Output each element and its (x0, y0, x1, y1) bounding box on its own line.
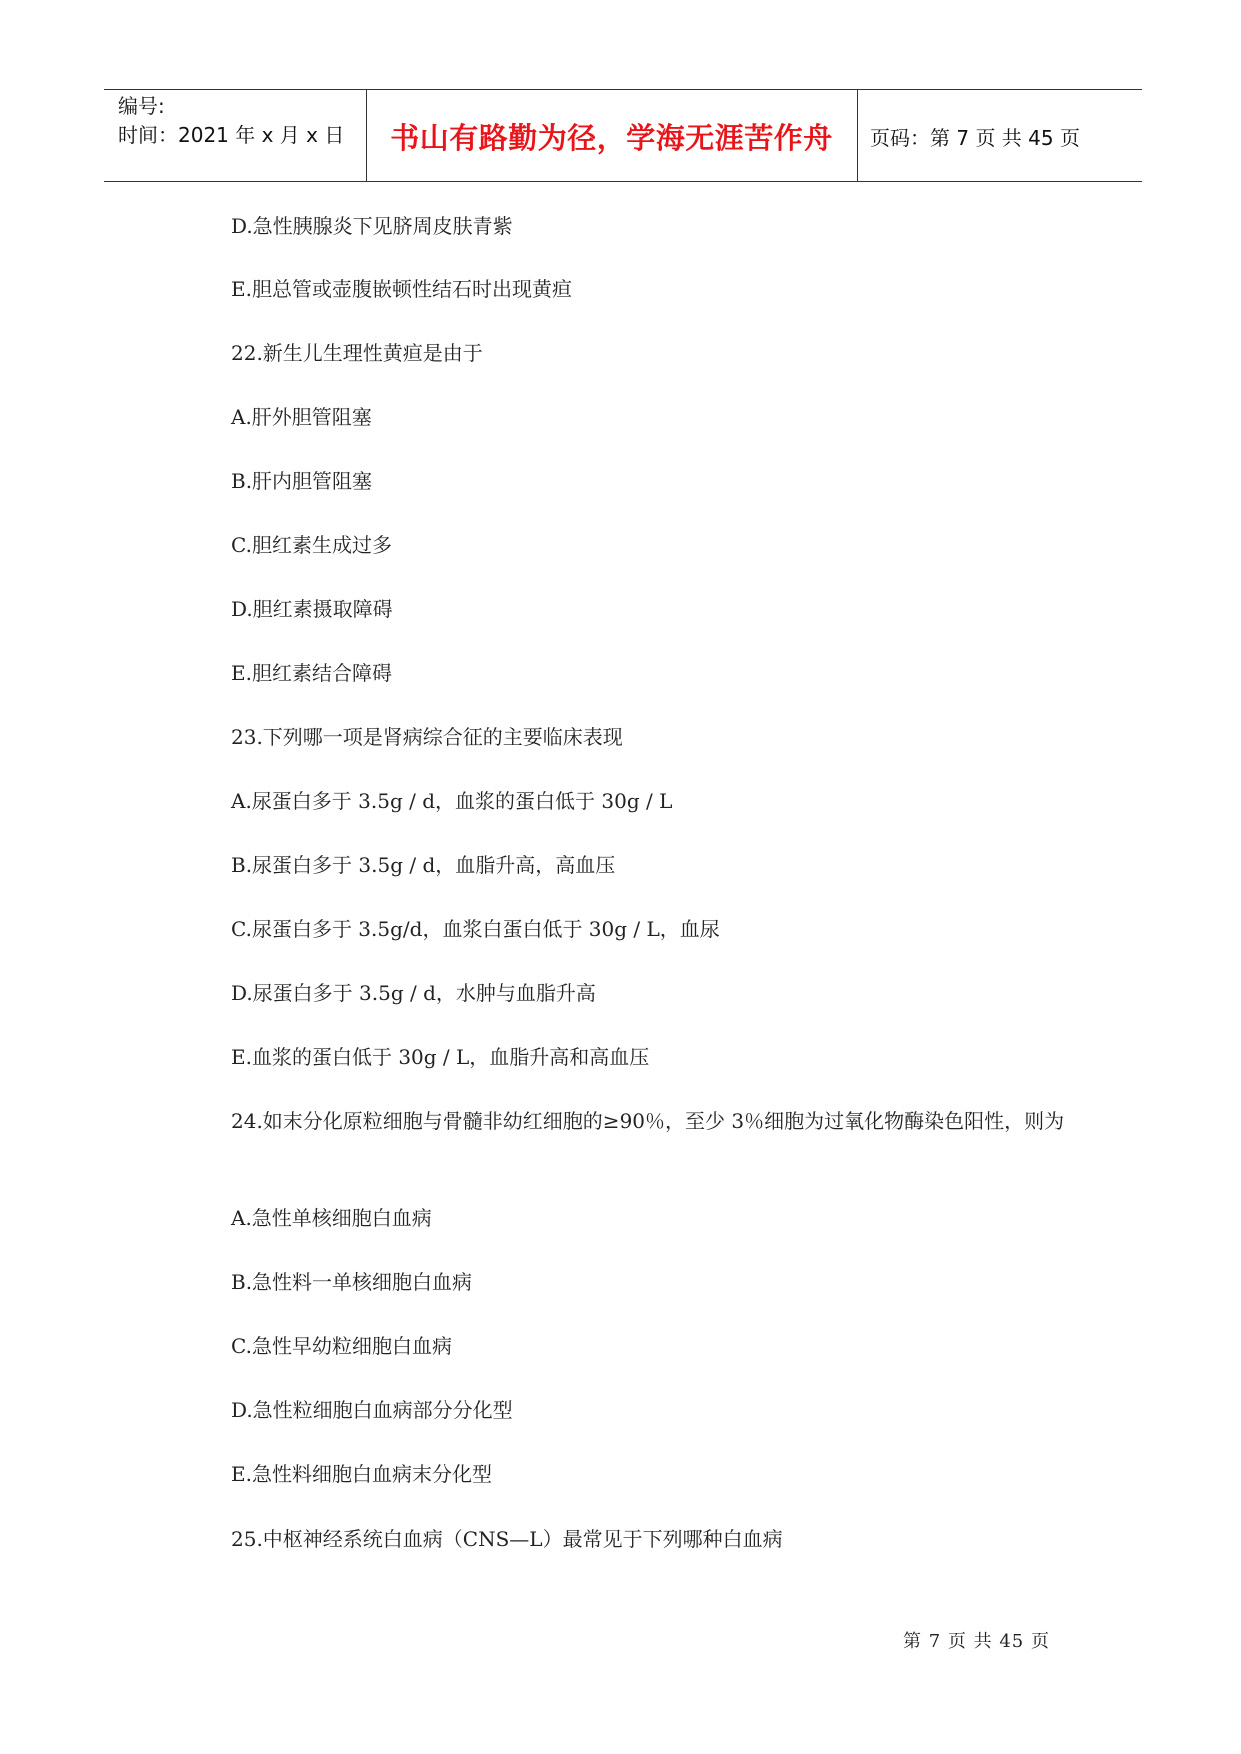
option-d: D.急性粒细胞白血病部分分化型 (231, 1398, 513, 1422)
option-e: E.急性料细胞白血病末分化型 (231, 1462, 492, 1486)
time-label: 时间：2021 年 x 月 x 日 (118, 123, 345, 147)
question-23: 23.下列哪一项是肾病综合征的主要临床表现 (231, 725, 623, 749)
option-a: A.尿蛋白多于 3.5g / d，血浆的蛋白低于 30g / L (231, 789, 673, 813)
header-motto: 书山有路勤为径，学海无涯苦作舟 (390, 121, 833, 155)
page-footer: 第 7 页 共 45 页 (903, 1631, 1050, 1652)
option-b: B.尿蛋白多于 3.5g / d，血脂升高，高血压 (231, 853, 616, 877)
option-c: C.尿蛋白多于 3.5g/d，血浆白蛋白低于 30g / L，血尿 (231, 917, 720, 941)
option-d: D.胆红素摄取障碍 (231, 597, 393, 621)
option-e: E.血浆的蛋白低于 30g / L，血脂升高和高血压 (231, 1045, 650, 1069)
text-line: E.胆总管或壶腹嵌顿性结石时出现黄疸 (231, 277, 572, 301)
text-line: D.急性胰腺炎下见脐周皮肤青紫 (231, 214, 513, 238)
option-b: B.急性料一单核细胞白血病 (231, 1270, 473, 1294)
page-header (104, 89, 1142, 182)
option-e: E.胆红素结合障碍 (231, 661, 392, 685)
option-a: A.急性单核细胞白血病 (231, 1206, 432, 1230)
option-a: A.肝外胆管阻塞 (231, 405, 372, 429)
number-label: 编号: (118, 94, 165, 118)
option-b: B.肝内胆管阻塞 (231, 469, 373, 493)
question-22: 22.新生儿生理性黄疸是由于 (231, 341, 483, 365)
header-page-label: 页码：第 7 页 共 45 页 (870, 126, 1080, 150)
option-d: D.尿蛋白多于 3.5g / d，水肿与血脂升高 (231, 981, 596, 1005)
header-divider (857, 90, 858, 181)
option-c: C.急性早幼粒细胞白血病 (231, 1334, 452, 1358)
question-25: 25.中枢神经系统白血病（CNS—L）最常见于下列哪种白血病 (231, 1527, 783, 1551)
option-c: C.胆红素生成过多 (231, 533, 392, 557)
question-24: 24.如末分化原粒细胞与骨髓非幼红细胞的≥90％，至少 3％细胞为过氧化物酶染色阳性，则为 (231, 1109, 1065, 1133)
header-meta (118, 92, 344, 150)
